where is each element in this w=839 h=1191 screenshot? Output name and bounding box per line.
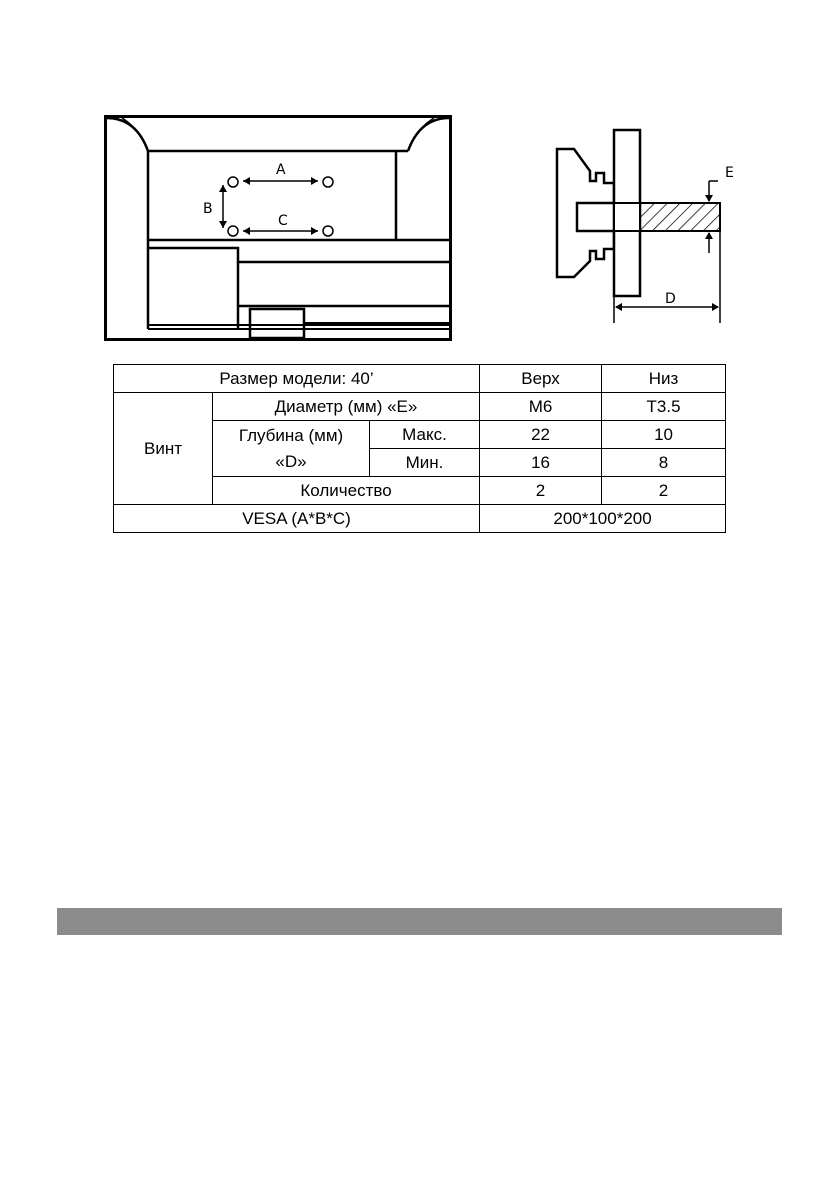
screw-spec-table — [113, 364, 726, 533]
label-c: C — [278, 213, 288, 229]
tv-back-diagram — [104, 115, 454, 345]
vesa-label: VESA (A*B*C) — [114, 505, 480, 533]
screw-diagram — [552, 127, 742, 327]
min-top: 16 — [480, 449, 602, 477]
label-e: E — [725, 165, 734, 181]
model-size-cell: Размер модели: 40’ — [114, 365, 480, 393]
depth-label-line1: Глубина (мм) — [238, 425, 344, 445]
table-row — [114, 365, 726, 393]
diameter-label: Диаметр (мм) «E» — [213, 393, 480, 421]
depth-label-line2: «D» — [275, 451, 307, 471]
column-bottom-header: Низ — [602, 365, 726, 393]
label-d: D — [665, 291, 676, 307]
quantity-bottom: 2 — [602, 477, 726, 505]
table-row — [114, 393, 726, 421]
diameter-top: M6 — [480, 393, 602, 421]
depth-label — [213, 421, 370, 477]
max-label: Макс. — [370, 421, 480, 449]
screw-cell: Винт — [114, 393, 213, 505]
quantity-label: Количество — [213, 477, 480, 505]
vesa-value: 200*100*200 — [480, 505, 726, 533]
diameter-bottom: T3.5 — [602, 393, 726, 421]
label-b: B — [203, 201, 213, 217]
label-a: A — [276, 162, 286, 178]
table-row — [114, 505, 726, 533]
min-bottom: 8 — [602, 449, 726, 477]
section-header-bar — [57, 908, 782, 935]
max-top: 22 — [480, 421, 602, 449]
quantity-top: 2 — [480, 477, 602, 505]
column-top-header: Верх — [480, 365, 602, 393]
min-label: Мин. — [370, 449, 480, 477]
max-bottom: 10 — [602, 421, 726, 449]
